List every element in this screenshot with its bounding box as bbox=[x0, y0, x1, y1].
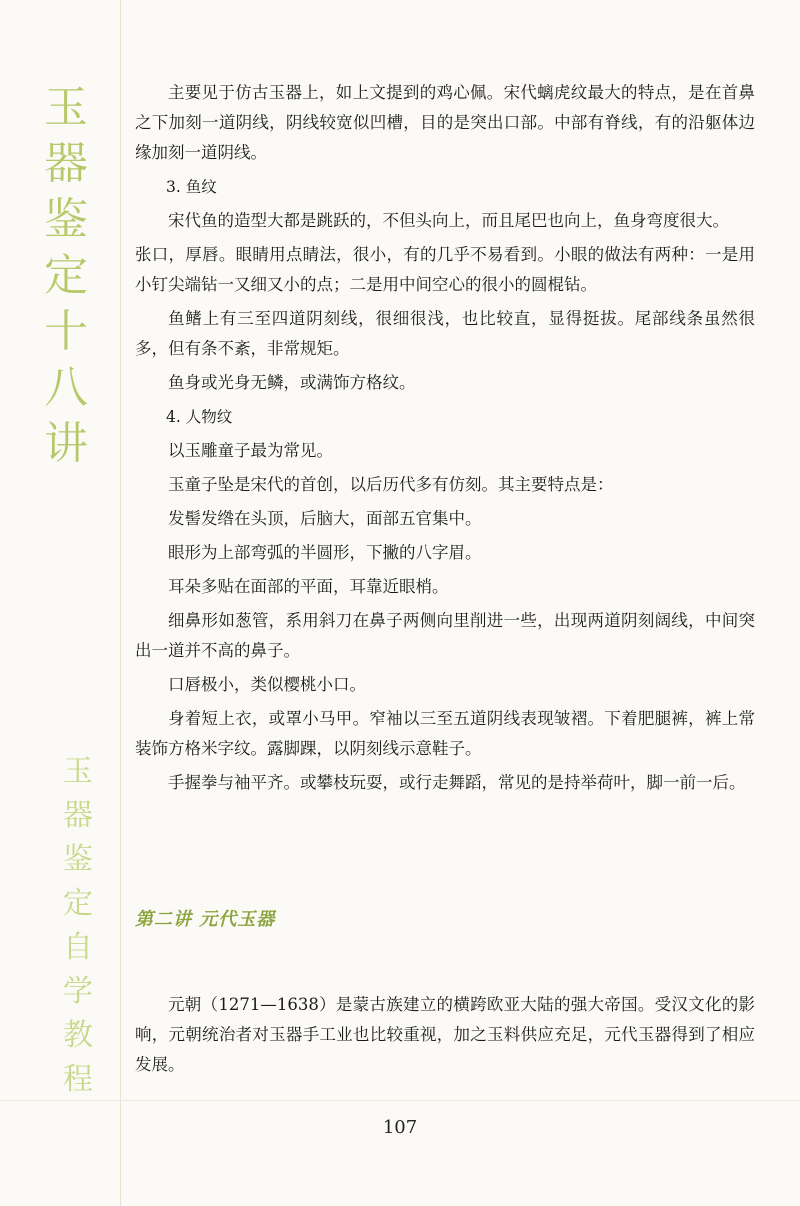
subtitle-char: 器 bbox=[63, 798, 93, 833]
subtitle-char: 自 bbox=[63, 930, 93, 965]
paragraph: 玉童子坠是宋代的首创，以后历代多有仿刻。其主要特点是： bbox=[168, 475, 614, 494]
paragraph: 鱼鳍上有三至四道阴刻线，很细很浅，也比较直，显得挺拔。尾部线条虽然很多，但有条不紊，非常规矩。 bbox=[135, 309, 755, 358]
title-char: 玉 bbox=[44, 82, 88, 133]
subtitle-char: 玉 bbox=[63, 754, 93, 789]
paragraph: 耳朵多贴在面部的平面，耳靠近眼梢。 bbox=[168, 577, 449, 596]
sidebar-column bbox=[0, 0, 120, 1206]
paragraph: 口唇极小，类似樱桃小口。 bbox=[168, 675, 366, 694]
title-char: 定 bbox=[44, 250, 88, 301]
paragraph: 宋代鱼的造型大都是跳跃的，不但头向上，而且尾巴也向上，鱼身弯度很大。 bbox=[168, 211, 729, 230]
footer-divider bbox=[0, 1100, 800, 1101]
subsection-heading: 4. 人物纹 bbox=[166, 408, 233, 426]
sidebar-series-title bbox=[58, 750, 98, 1102]
title-char: 八 bbox=[44, 362, 88, 413]
title-char: 讲 bbox=[44, 418, 88, 469]
paragraph: 细鼻形如葱管，系用斜刀在鼻子两侧向里削进一些，出现两道阴刻阔线，中间突出一道并不高的鼻子。 bbox=[135, 611, 755, 660]
subtitle-char: 程 bbox=[63, 1062, 93, 1097]
title-char: 鉴 bbox=[44, 194, 88, 245]
paragraph: 主要见于仿古玉器上，如上文提到的鸡心佩。宋代螭虎纹最大的特点，是在首鼻之下加刻一道阴线，阴线较宽似凹槽，目的是突出口部。中部有脊线，有的沿躯体边缘加刻一道阴线。 bbox=[135, 83, 755, 162]
title-char: 十 bbox=[44, 306, 88, 357]
subsection-heading: 3. 鱼纹 bbox=[166, 178, 217, 196]
subtitle-char: 教 bbox=[63, 1018, 93, 1053]
section-intro bbox=[135, 990, 755, 1084]
sidebar-divider bbox=[120, 0, 121, 1206]
subtitle-char: 定 bbox=[63, 886, 93, 921]
title-char: 器 bbox=[44, 138, 88, 189]
main-text bbox=[135, 78, 755, 802]
paragraph: 元朝（1271—1638）是蒙古族建立的横跨欧亚大陆的强大帝国。受汉文化的影响，元朝统治者对玉器手工业也比较重视，加之玉料供应充足，元代玉器得到了相应发展。 bbox=[135, 995, 755, 1074]
paragraph: 身着短上衣，或罩小马甲。窄袖以三至五道阴线表现皱褶。下着肥腿裤，裤上常装饰方格米字纹。露脚踝，以阴刻线示意鞋子。 bbox=[135, 709, 755, 758]
paragraph: 以玉雕童子最为常见。 bbox=[168, 441, 333, 460]
page-number: 107 bbox=[382, 1117, 418, 1138]
paragraph: 张口，厚唇。眼睛用点睛法，很小，有的几乎不易看到。小眼的做法有两种：一是用小钉尖端钻一又细又小的点；二是用中间空心的很小的圆棍钻。 bbox=[135, 245, 755, 294]
paragraph: 发髻发绺在头顶，后脑大，面部五官集中。 bbox=[168, 509, 482, 528]
paragraph: 眼形为上部弯弧的半圆形，下撇的八字眉。 bbox=[168, 543, 482, 562]
paragraph: 鱼身或光身无鳞，或满饰方格纹。 bbox=[168, 373, 416, 392]
sidebar-book-title bbox=[38, 80, 94, 472]
subtitle-char: 鉴 bbox=[63, 842, 93, 877]
paragraph: 手握拳与袖平齐。或攀枝玩耍，或行走舞蹈，常见的是持举荷叶，脚一前一后。 bbox=[168, 773, 746, 792]
section-heading: 第二讲 元代玉器 bbox=[135, 909, 276, 930]
subtitle-char: 学 bbox=[63, 974, 93, 1009]
